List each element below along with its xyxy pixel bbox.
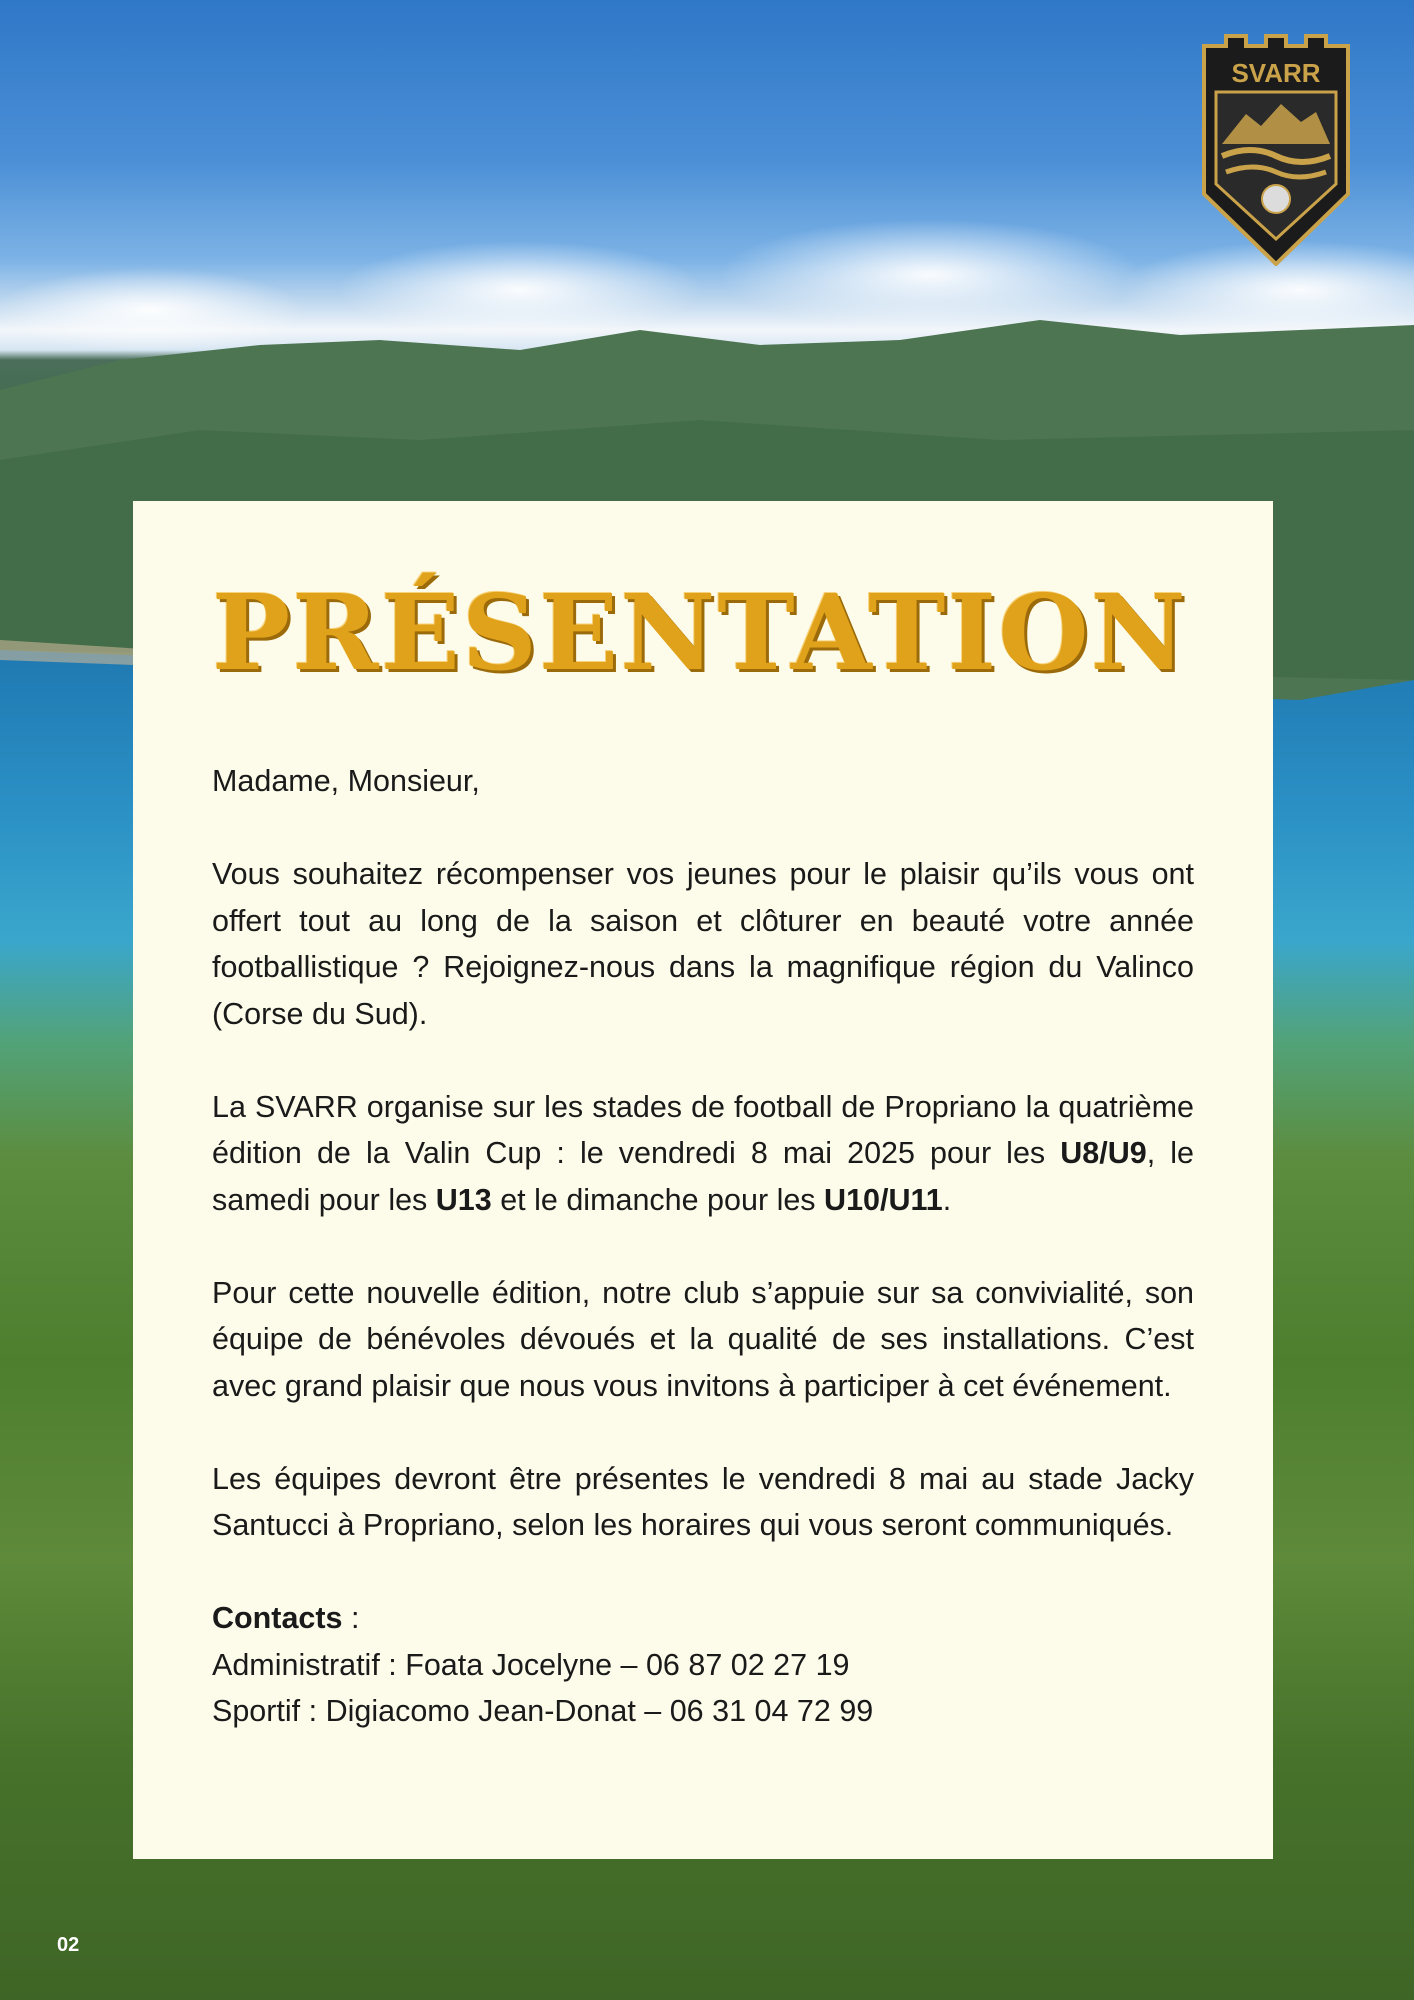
event-dates-mid2: et le dimanche pour les <box>491 1182 825 1217</box>
letter-body <box>212 758 1194 1735</box>
greeting: Madame, Monsieur, <box>212 764 480 799</box>
page-title: PRÉSENTATION <box>212 571 1188 694</box>
event-dates-intro: La SVARR organise sur les stades de football de Propriano la quatrième édition de la Valin Cup : le vendredi 8 mai 2025 pour les <box>212 1089 1194 1171</box>
contacts-suffix: : <box>342 1601 360 1636</box>
page-number: 02 <box>57 1934 80 1956</box>
event-dates-mid1: , le samedi pour les <box>212 1136 1194 1217</box>
contacts-heading <box>212 1595 1194 1642</box>
logo-text: SVARR <box>1231 58 1321 88</box>
paragraph-club: Pour cette nouvelle édition, notre club s’appuie sur sa convivialité, son équipe de bénévoles dévoués et la qualité de ses installations. C’est avec grand plaisir que nous vous invitons à participer à cet événement. <box>212 1275 1194 1403</box>
category-u8-u9: U8/U9 <box>1060 1136 1147 1171</box>
contacts-label: Contacts <box>212 1601 343 1636</box>
contact-admin: Administratif : Foata Jocelyne – 06 87 02 27 19 <box>212 1647 850 1682</box>
contacts-block <box>212 1595 1194 1735</box>
club-crest-icon <box>1196 34 1356 266</box>
paragraph-invitation: Vous souhaitez récompenser vos jeunes pour le plaisir qu’ils vous ont offert tout au long de la saison et clôturer en beauté votre année footballistique ? Rejoignez-nous dans la magnifique région du Valinco (Corse du Sud). <box>212 857 1194 1031</box>
presentation-card <box>133 501 1273 1859</box>
category-u10-u11: U10/U11 <box>824 1182 943 1217</box>
category-u13: U13 <box>435 1182 492 1217</box>
contact-sport: Sportif : Digiacomo Jean-Donat – 06 31 04 72 99 <box>212 1694 874 1729</box>
paragraph-arrival: Les équipes devront être présentes le vendredi 8 mai au stade Jacky Santucci à Propriano, selon les horaires qui vous seront communiqués. <box>212 1461 1194 1543</box>
event-dates-end: . <box>942 1182 952 1217</box>
paragraph-event-dates <box>212 1084 1194 1224</box>
